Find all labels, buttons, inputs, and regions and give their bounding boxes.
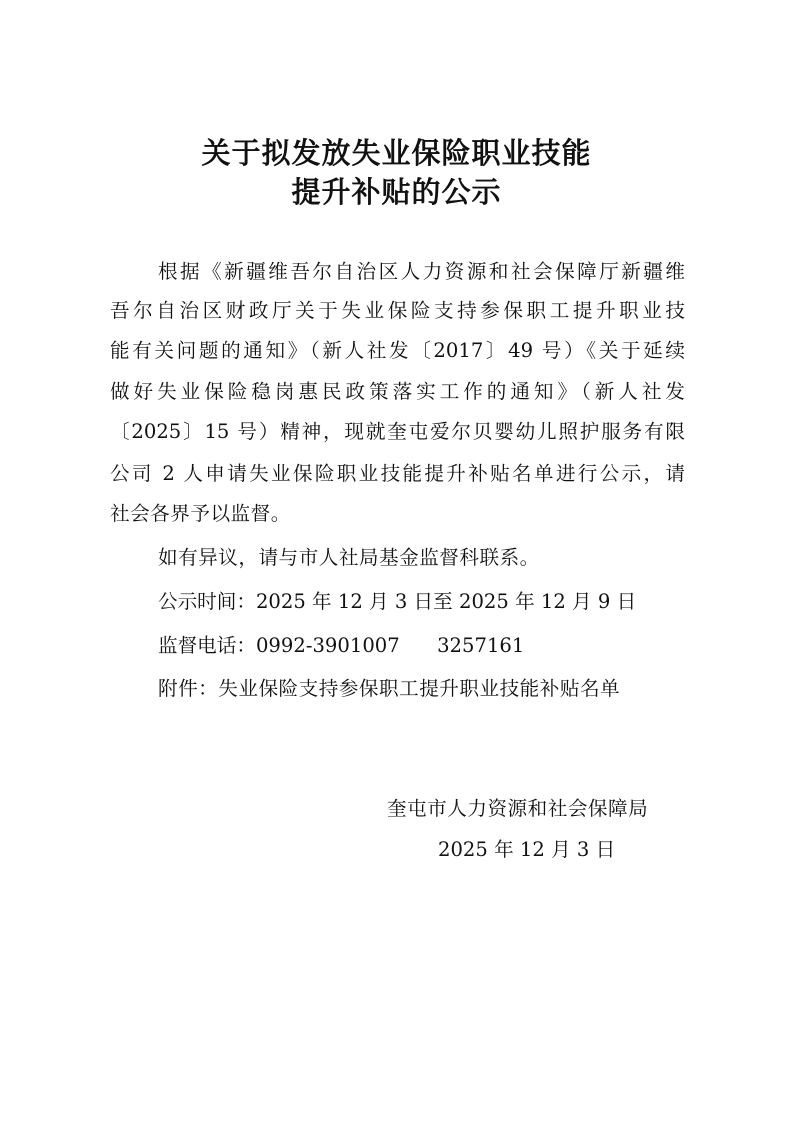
paragraph-line-5: 〔2025〕15 号）精神，现就奎屯爱尔贝婴幼儿照护服务有限 <box>110 420 685 443</box>
paragraph-line-7: 社会各界予以监督。 <box>110 502 291 525</box>
attachment-line: 附件：失业保险支持参保职工提升职业技能补贴名单 <box>158 677 621 700</box>
document-title-line-1: 关于拟发放失业保险职业技能 <box>201 136 592 170</box>
paragraph-line-2: 吾尔自治区财政厅关于失业保险支持参保职工提升职业技 <box>110 299 685 322</box>
signature-organization: 奎屯市人力资源和社会保障局 <box>387 797 649 820</box>
objection-line: 如有异议，请与市人社局基金监督科联系。 <box>158 546 540 569</box>
publicity-period-line: 公示时间：2025 年 12 月 3 日至 2025 年 12 月 9 日 <box>158 590 637 613</box>
paragraph-line-1: 根据《新疆维吾尔自治区人力资源和社会保障厅新疆维 <box>158 260 685 283</box>
supervision-phone-line: 监督电话：0992-3901007 3257161 <box>158 634 525 657</box>
paragraph-line-3: 能有关问题的通知》（新人社发〔2017〕49 号）《关于延续 <box>110 339 685 362</box>
paragraph-line-4: 做好失业保险稳岗惠民政策落实工作的通知》（新人社发 <box>110 380 685 403</box>
signature-date: 2025 年 12 月 3 日 <box>438 838 616 861</box>
paragraph-line-6: 公司 2 人申请失业保险职业技能提升补贴名单进行公示，请 <box>110 462 685 485</box>
document-title-line-2: 提升补贴的公示 <box>291 175 502 209</box>
